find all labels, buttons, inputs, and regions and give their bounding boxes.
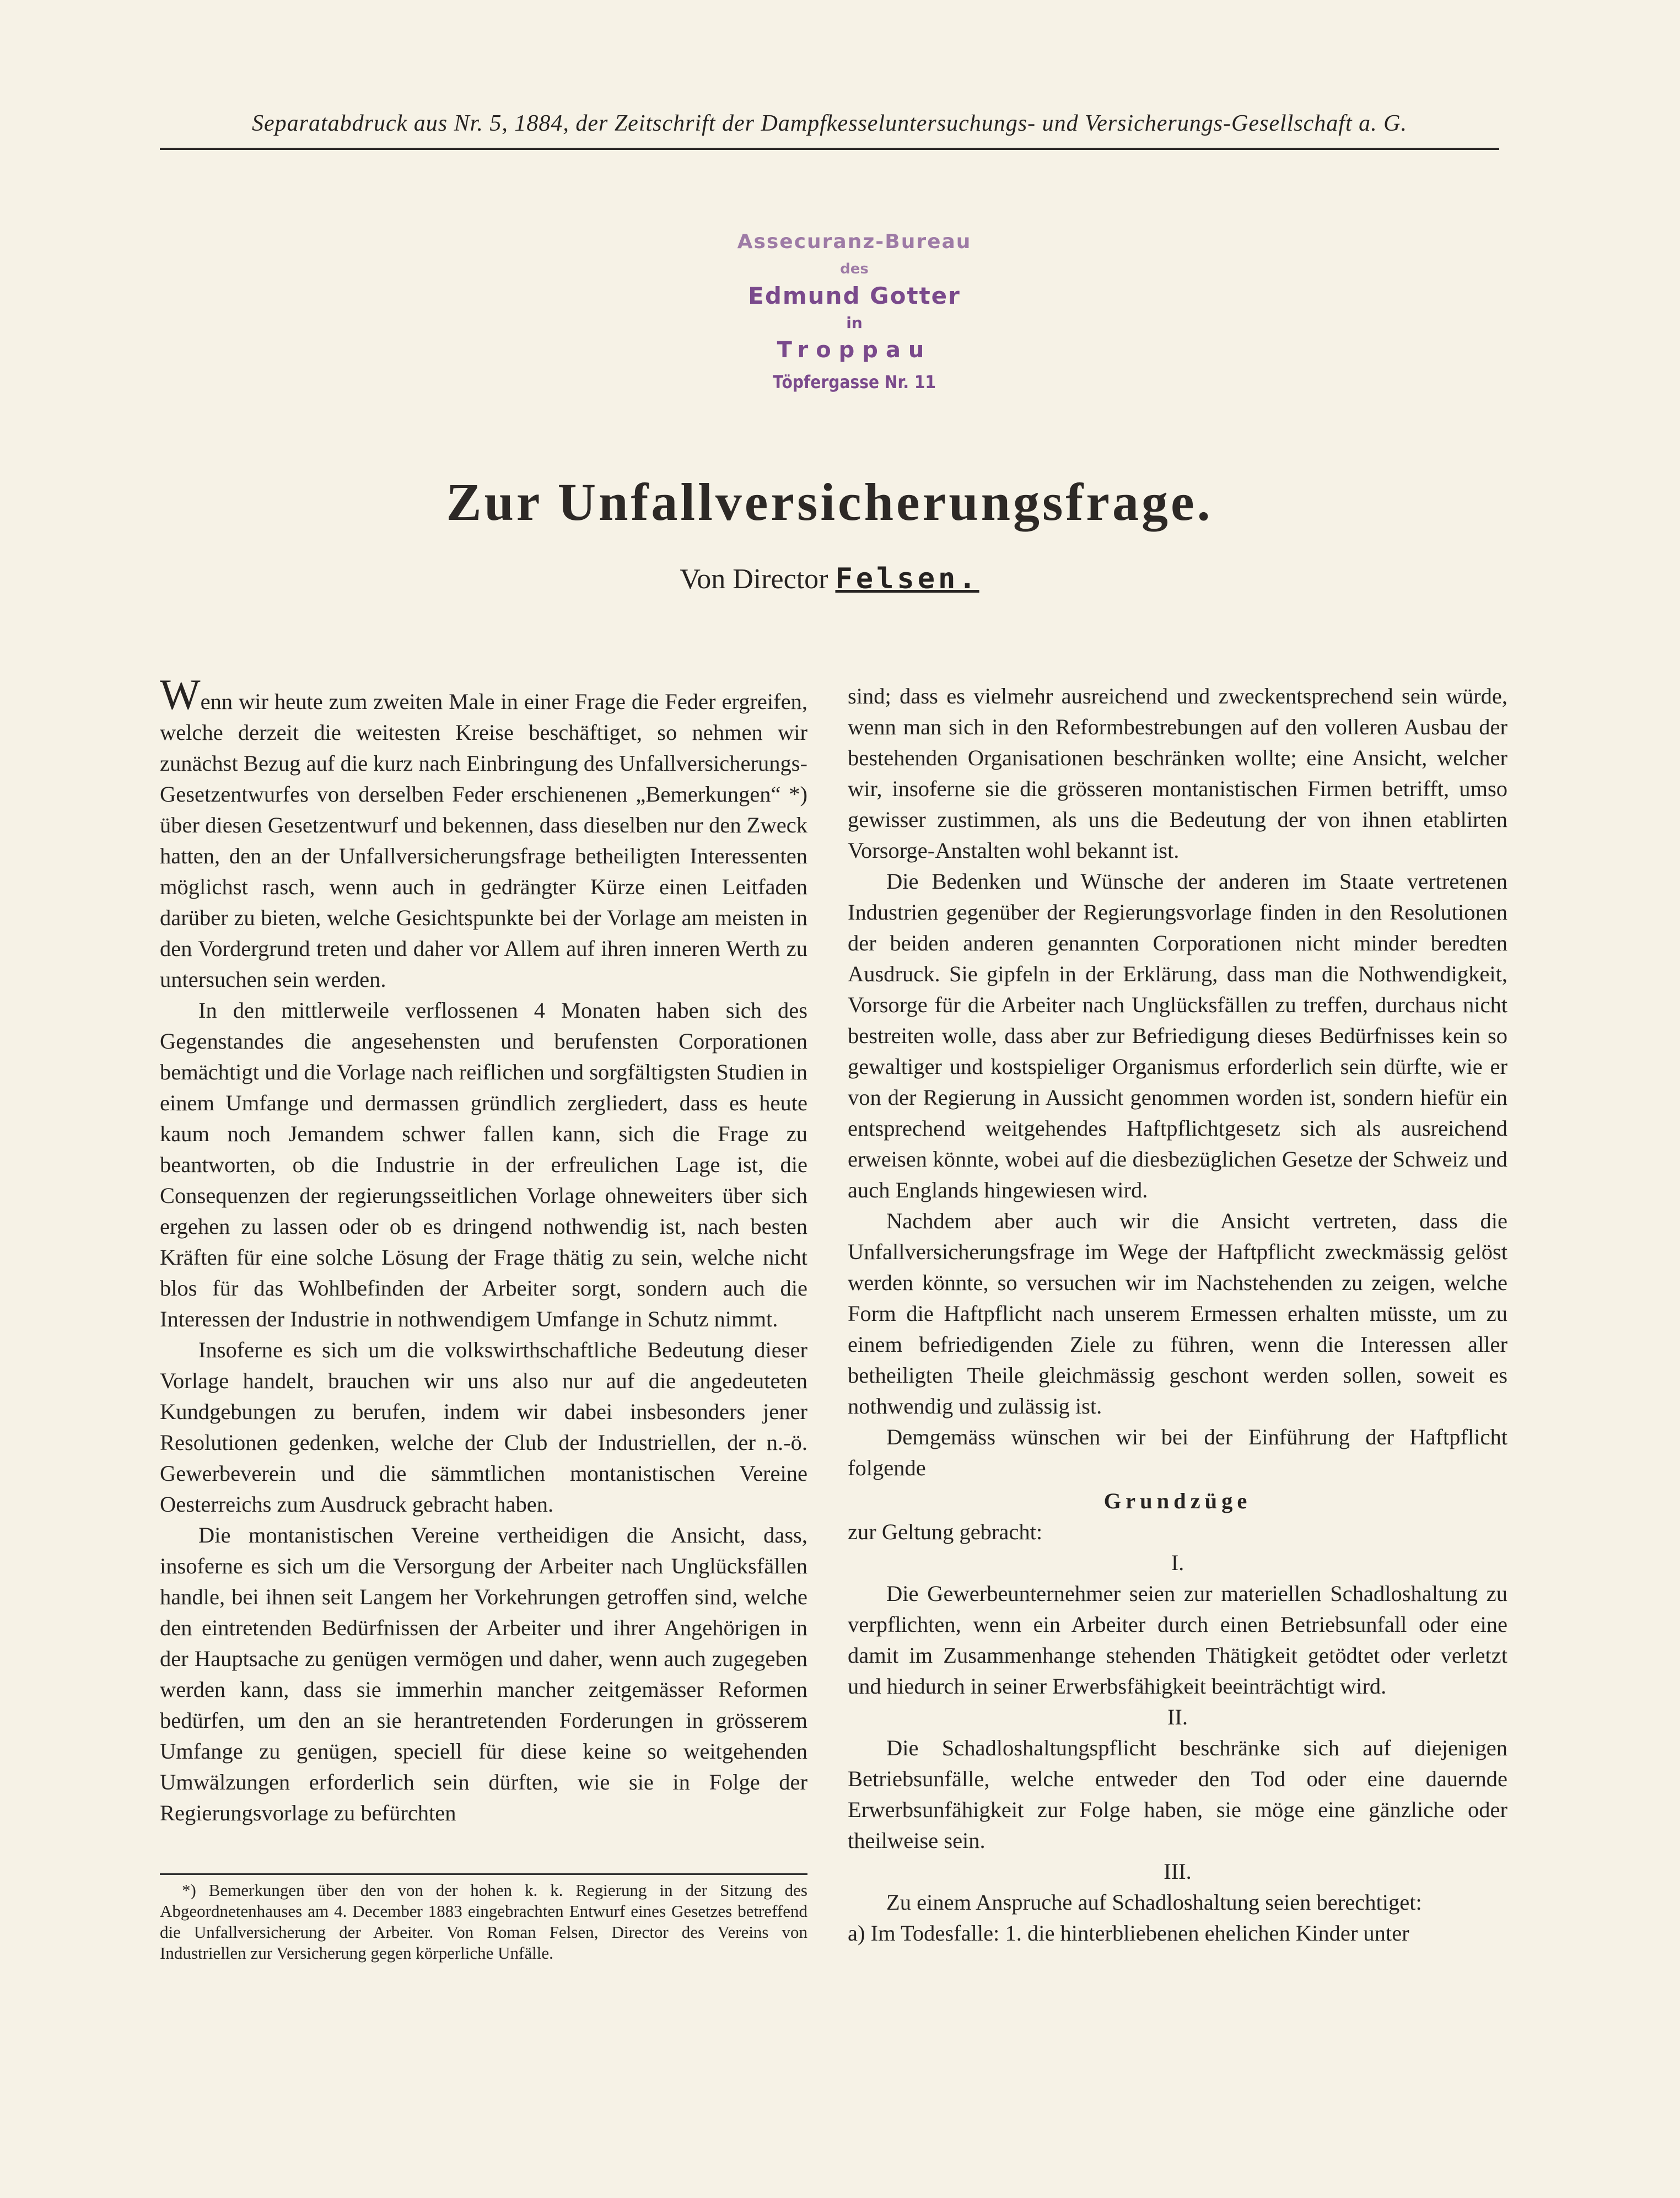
stamp-line-2: des — [840, 261, 869, 277]
section-heading-grundzuege: Grundzüge — [1103, 1488, 1252, 1513]
stamp-line-3: Edmund Gotter — [748, 282, 961, 309]
paragraph-2: In den mittlerweile verflossenen 4 Monaten haben sich des Gegenstandes die angesehensten und berufensten Corporationen bemächtigt und die Vorlage nach reiflichen und sorgfältigsten Studien in einem Umfange und dermassen gründlich zergliedert, dass es heute kaum noch Jemandem schwer fallen kann, sich die Frage zu beantworten, ob die Industrie in der erfreulichen Lage ist, die Consequenzen der regierungsseitlichen Vorlage ohneweiters über sich ergehen zu lassen oder ob es dringend nothwendig ist, nach besten Kräften für eine solche Lösung der Frage thätig zu sein, welche nicht blos für das Wohlbefinden der Arbeiter sorgt, sondern auch die Interessen der Industrie in nothwendigem Umfange in Schutz nimmt. — [160, 998, 807, 1331]
paragraph-12: a) Im Todesfalle: 1. die hinterbliebenen ehelichen Kinder unter — [848, 1921, 1409, 1946]
paragraph-9: Die Gewerbeunternehmer seien zur materiellen Schadloshaltung zu verpflichten, wenn ein Arbeiter durch einen Betriebsunfall oder eine damit im Zusammenhange stehenden Thätigkeit getödtet oder verletzt und hiedurch in seiner Erwerbsfähigkeit beeinträchtigt wird. — [848, 1581, 1507, 1699]
stamp-line-6: Töpfergasse Nr. 11 — [772, 372, 936, 393]
header-rule — [160, 148, 1499, 150]
paragraph-1-text: enn wir heute zum zweiten Male in einer Frage die Feder ergreifen, welche derzeit die weitesten Kreise beschäftiget, so nehmen wir zunächst Bezug auf die kurz nach Einbringung des Unfallversicherungs-Gesetzentwurfes von derselben Feder erschienenen „Bemerkungen“ *) über diesen Gesetzentwurf und bekennen, dass dieselben nur den Zweck hatten, den an der Unfallversicherungsfrage betheiligten Interessenten möglichst rasch, wenn auch in gedrängter Kürze einen Leitfaden darüber zu bieten, welche Gesichtspunkte bei der Vorlage am meisten in den Vordergrund treten und daher vor Allem auf ihren inneren Werth zu untersuchen sein werden. — [160, 689, 807, 992]
paragraph-4: Die montanistischen Vereine vertheidigen die Ansicht, dass, insoferne es sich um die Versorgung der Arbeiter nach Unglücksfällen handle, bei ihnen seit Langem her Vorkehrungen getroffen sind, welche den eintretenden Bedürfnissen der Arbeiter und ihrer Angehörigen in der Hauptsache zu genügen vermögen und daher, wenn auch zugegeben werden kann, dass sie immerhin mancher zeitgemässer Reformen bedürfen, um den an sie herantretenden Forderungen in grösserem Umfange zu genügen, speciell für diese keine so weitgehenden Umwälzungen erforderlich sein dürften, wie sie in Folge der Regierungsvorlage zu befürchten — [160, 1523, 807, 1825]
drop-cap: W — [160, 670, 201, 718]
footnote-rule — [160, 1873, 807, 1875]
byline-author: Felsen. — [835, 562, 979, 595]
ink-stamp — [661, 226, 1047, 398]
paragraph-11: Zu einem Anspruche auf Schadloshaltung seien berechtiget: — [886, 1890, 1422, 1915]
stamp-line-4: in — [846, 314, 863, 332]
right-column — [848, 681, 1507, 1949]
article-title: Zur Unfallversicherungsfrage. — [446, 472, 1213, 531]
footnote — [160, 1880, 807, 1964]
paragraph-1 — [160, 670, 807, 995]
roman-numeral-2: II. — [1167, 1705, 1188, 1729]
stamp-line-1: Assecuranz-Bureau — [737, 230, 972, 253]
byline-prefix: Von Director — [680, 563, 828, 595]
geltung-line: zur Geltung gebracht: — [848, 1519, 1043, 1544]
running-header: Separatabdruck aus Nr. 5, 1884, der Zeitschrift der Dampfkesseluntersuchungs- und Versicherungs-Gesellschaft a. G. — [252, 111, 1407, 136]
left-column — [160, 670, 807, 1829]
paragraph-10: Die Schadloshaltungspflicht beschränke sich auf diejenigen Betriebsunfälle, welche entweder den Tod oder eine dauernde Erwerbsunfähigkeit zur Folge haben, sie möge eine gänzliche oder theilweise sein. — [848, 1735, 1507, 1853]
paragraph-5: sind; dass es vielmehr ausreichend und zweckentsprechend sein würde, wenn man sich in den Reformbestrebungen auf den volleren Ausbau der bestehenden Organisationen beschränken wollte; eine Ansicht, welcher wir, insoferne sie die grösseren montanistischen Firmen betrifft, umso gewisser zustimmen, als uns die Bedeutung der von ihnen etablirten Vorsorge-Anstalten wohl bekannt ist. — [848, 684, 1507, 863]
roman-numeral-3: III. — [1164, 1859, 1192, 1884]
byline — [160, 562, 1499, 595]
roman-numeral-1: I. — [1171, 1550, 1184, 1575]
paragraph-8: Demgemäss wünschen wir bei der Einführung der Haftpflicht folgende — [848, 1425, 1507, 1480]
stamp-line-5: Troppau — [777, 337, 932, 363]
paragraph-6: Die Bedenken und Wünsche der anderen im Staate vertretenen Industrien gegenüber der Regierungsvorlage finden in den Resolutionen der beiden anderen genannten Corporationen nicht minder beredten Ausdruck. Sie gipfeln in der Erklärung, dass man die Nothwendigkeit, Vorsorge für die Arbeiter nach Unglücksfällen zu treffen, durchaus nicht bestreiten wolle, dass aber zur Befriedigung dieses Bedürfnisses kein so gewaltiger und kostspieliger Organismus erforderlich sein dürfte, wie er von der Regierung in Aussicht genommen worden ist, sondern hiefür ein entsprechend weitgehendes Haftpflichtgesetz sich als ausreichend erweisen könnte, wobei auf die diesbezüglichen Gesetze der Schweiz und auch Englands hingewiesen wird. — [848, 869, 1507, 1202]
footnote-text: *) Bemerkungen über den von der hohen k. k. Regierung in der Sitzung des Abgeordnetenhauses am 4. December 1883 eingebrachten Entwurf eines Gesetzes betreffend die Unfallversicherung der Arbeiter. Von Roman Felsen, Director des Vereins von Industriellen zur Versicherung gegen körperliche Unfälle. — [160, 1880, 807, 1963]
paragraph-3: Insoferne es sich um die volkswirthschaftliche Bedeutung dieser Vorlage handelt, brauchen wir uns also nur auf die angedeuteten Kundgebungen zu berufen, indem wir dabei insbesonders jener Resolutionen gedenken, welche der Club der Industriellen, der n.-ö. Gewerbeverein und die sämmtlichen montanistischen Vereine Oesterreichs zum Ausdruck gebracht haben. — [160, 1337, 807, 1517]
paragraph-7: Nachdem aber auch wir die Ansicht vertreten, dass die Unfallversicherungsfrage im Wege der Haftpflicht zweckmässig gelöst werden könnte, so versuchen wir im Nachstehenden zu zeigen, welche Form die Haftpflicht nach unserem Ermessen erhalten müsste, um zu einem befriedigenden Ziele zu führen, wenn die Interessen aller betheiligten Theile gleichmässig geschont werden sollen, soweit es nothwendig und zulässig ist. — [848, 1208, 1507, 1418]
